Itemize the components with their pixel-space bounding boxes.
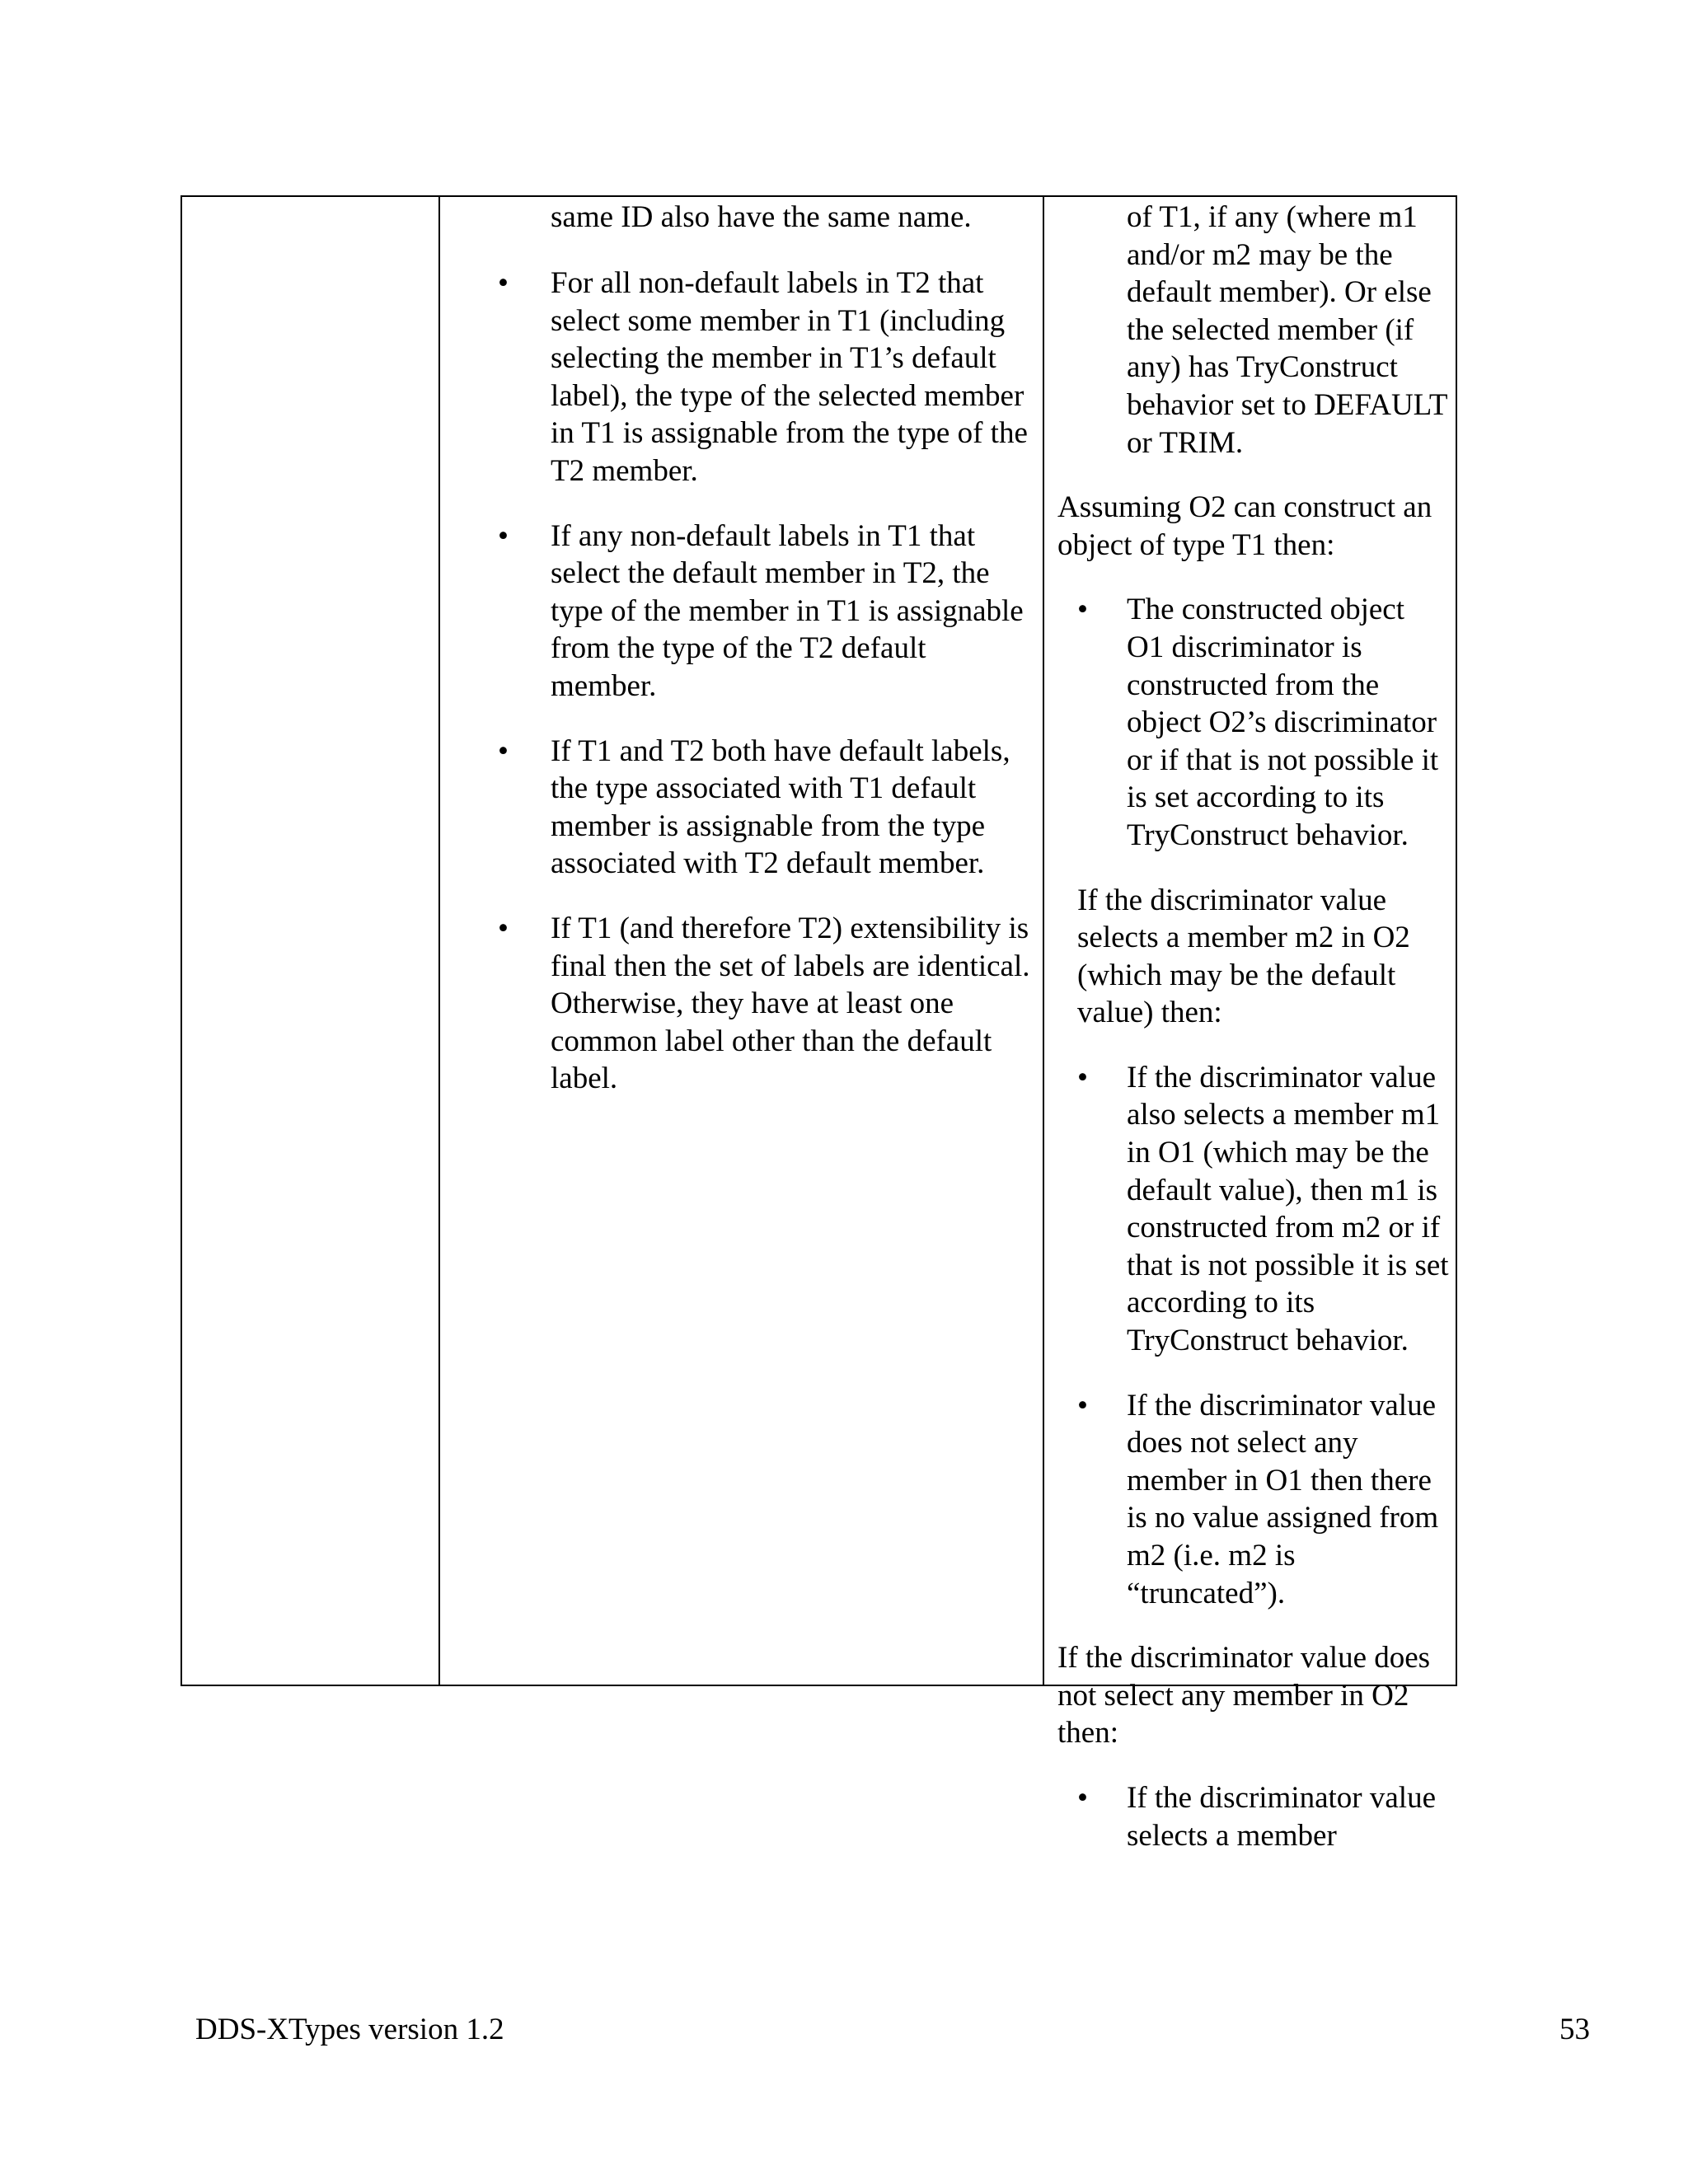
list-item-text: If the discriminator value selects a member	[1127, 1780, 1437, 1853]
list-item	[440, 518, 1043, 705]
list-item-text: The constructed object O1 discriminator is constructed from the object O2’s discriminator or if that is not possible it is set according to its TryConstruct behavior.	[1127, 593, 1439, 852]
bullet-list	[1057, 1059, 1449, 1612]
list-item	[1057, 1387, 1449, 1613]
list-item-text: If the discriminator value does not select any member in O1 then there is no value assigned from m2 (i.e. m2 is “truncated”).	[1127, 1388, 1439, 1610]
list-item	[440, 265, 1043, 490]
list-item	[440, 910, 1043, 1098]
bullet-list	[1057, 591, 1449, 854]
bullet-icon: •	[498, 911, 509, 945]
footer-page-number: 53	[1559, 2013, 1590, 2046]
list-item-text: If T1 (and therefore T2) extensibility is final then the set of labels are identical. Otherwise, they have at least one common label other than the default label.	[551, 911, 1030, 1096]
list-item	[440, 733, 1043, 883]
list-item	[1057, 591, 1449, 854]
paragraph: If the discriminator value does not select any member in O2 then:	[1057, 1641, 1431, 1750]
table-column-1	[182, 197, 440, 1685]
table-column-3	[1044, 197, 1456, 1853]
bullet-icon: •	[1077, 1780, 1088, 1815]
bullet-icon: •	[1077, 1060, 1088, 1094]
list-item-text: If the discriminator value also selects a member m1 in O1 (which may be the default value), then m1 is constructed from m2 or if that is not possible it is set according to its TryConstruct behavior.	[1127, 1060, 1449, 1358]
column-2-bullet-list	[440, 265, 1043, 1125]
list-item-text: If T1 and T2 both have default labels, the type associated with T1 default member is assignable from the type associated with T2 default member.	[551, 733, 1010, 881]
continued-text: of T1, if any (where m1 and/or m2 may be the default member). Or else the selected member (if any) has TryConstruct behavior set to DEFAULT or TRIM.	[1127, 200, 1447, 460]
content-table	[181, 195, 1457, 1853]
list-item	[1057, 1059, 1449, 1360]
list-item-text: For all non-default labels in T2 that select some member in T1 (including selecting the member in T1’s default label), the type of the selected member in T1 is assignable from the type of the T2 member.	[551, 266, 1028, 488]
list-item	[1057, 1779, 1449, 1854]
column-2-lead-text: same ID also have the same name.	[551, 200, 972, 234]
list-item-text: If any non-default labels in T1 that select the default member in T2, the type of the member in T1 is assignable from the type of the T2 default member.	[551, 518, 1024, 703]
paragraph: If the discriminator value selects a member m2 in O2 (which may be the default value) then:	[1077, 883, 1410, 1030]
paragraph: Assuming O2 can construct an object of type T1 then:	[1057, 490, 1432, 562]
column-3-content	[1057, 199, 1449, 1854]
footer-document-title: DDS-XTypes version 1.2	[195, 2013, 504, 2046]
bullet-icon: •	[1077, 593, 1088, 627]
table-column-2	[440, 197, 1044, 1685]
bullet-icon: •	[498, 733, 509, 768]
bullet-icon: •	[498, 266, 509, 300]
bullet-icon: •	[498, 518, 509, 553]
bullet-icon: •	[1077, 1388, 1088, 1422]
bullet-list	[1057, 1779, 1449, 1854]
